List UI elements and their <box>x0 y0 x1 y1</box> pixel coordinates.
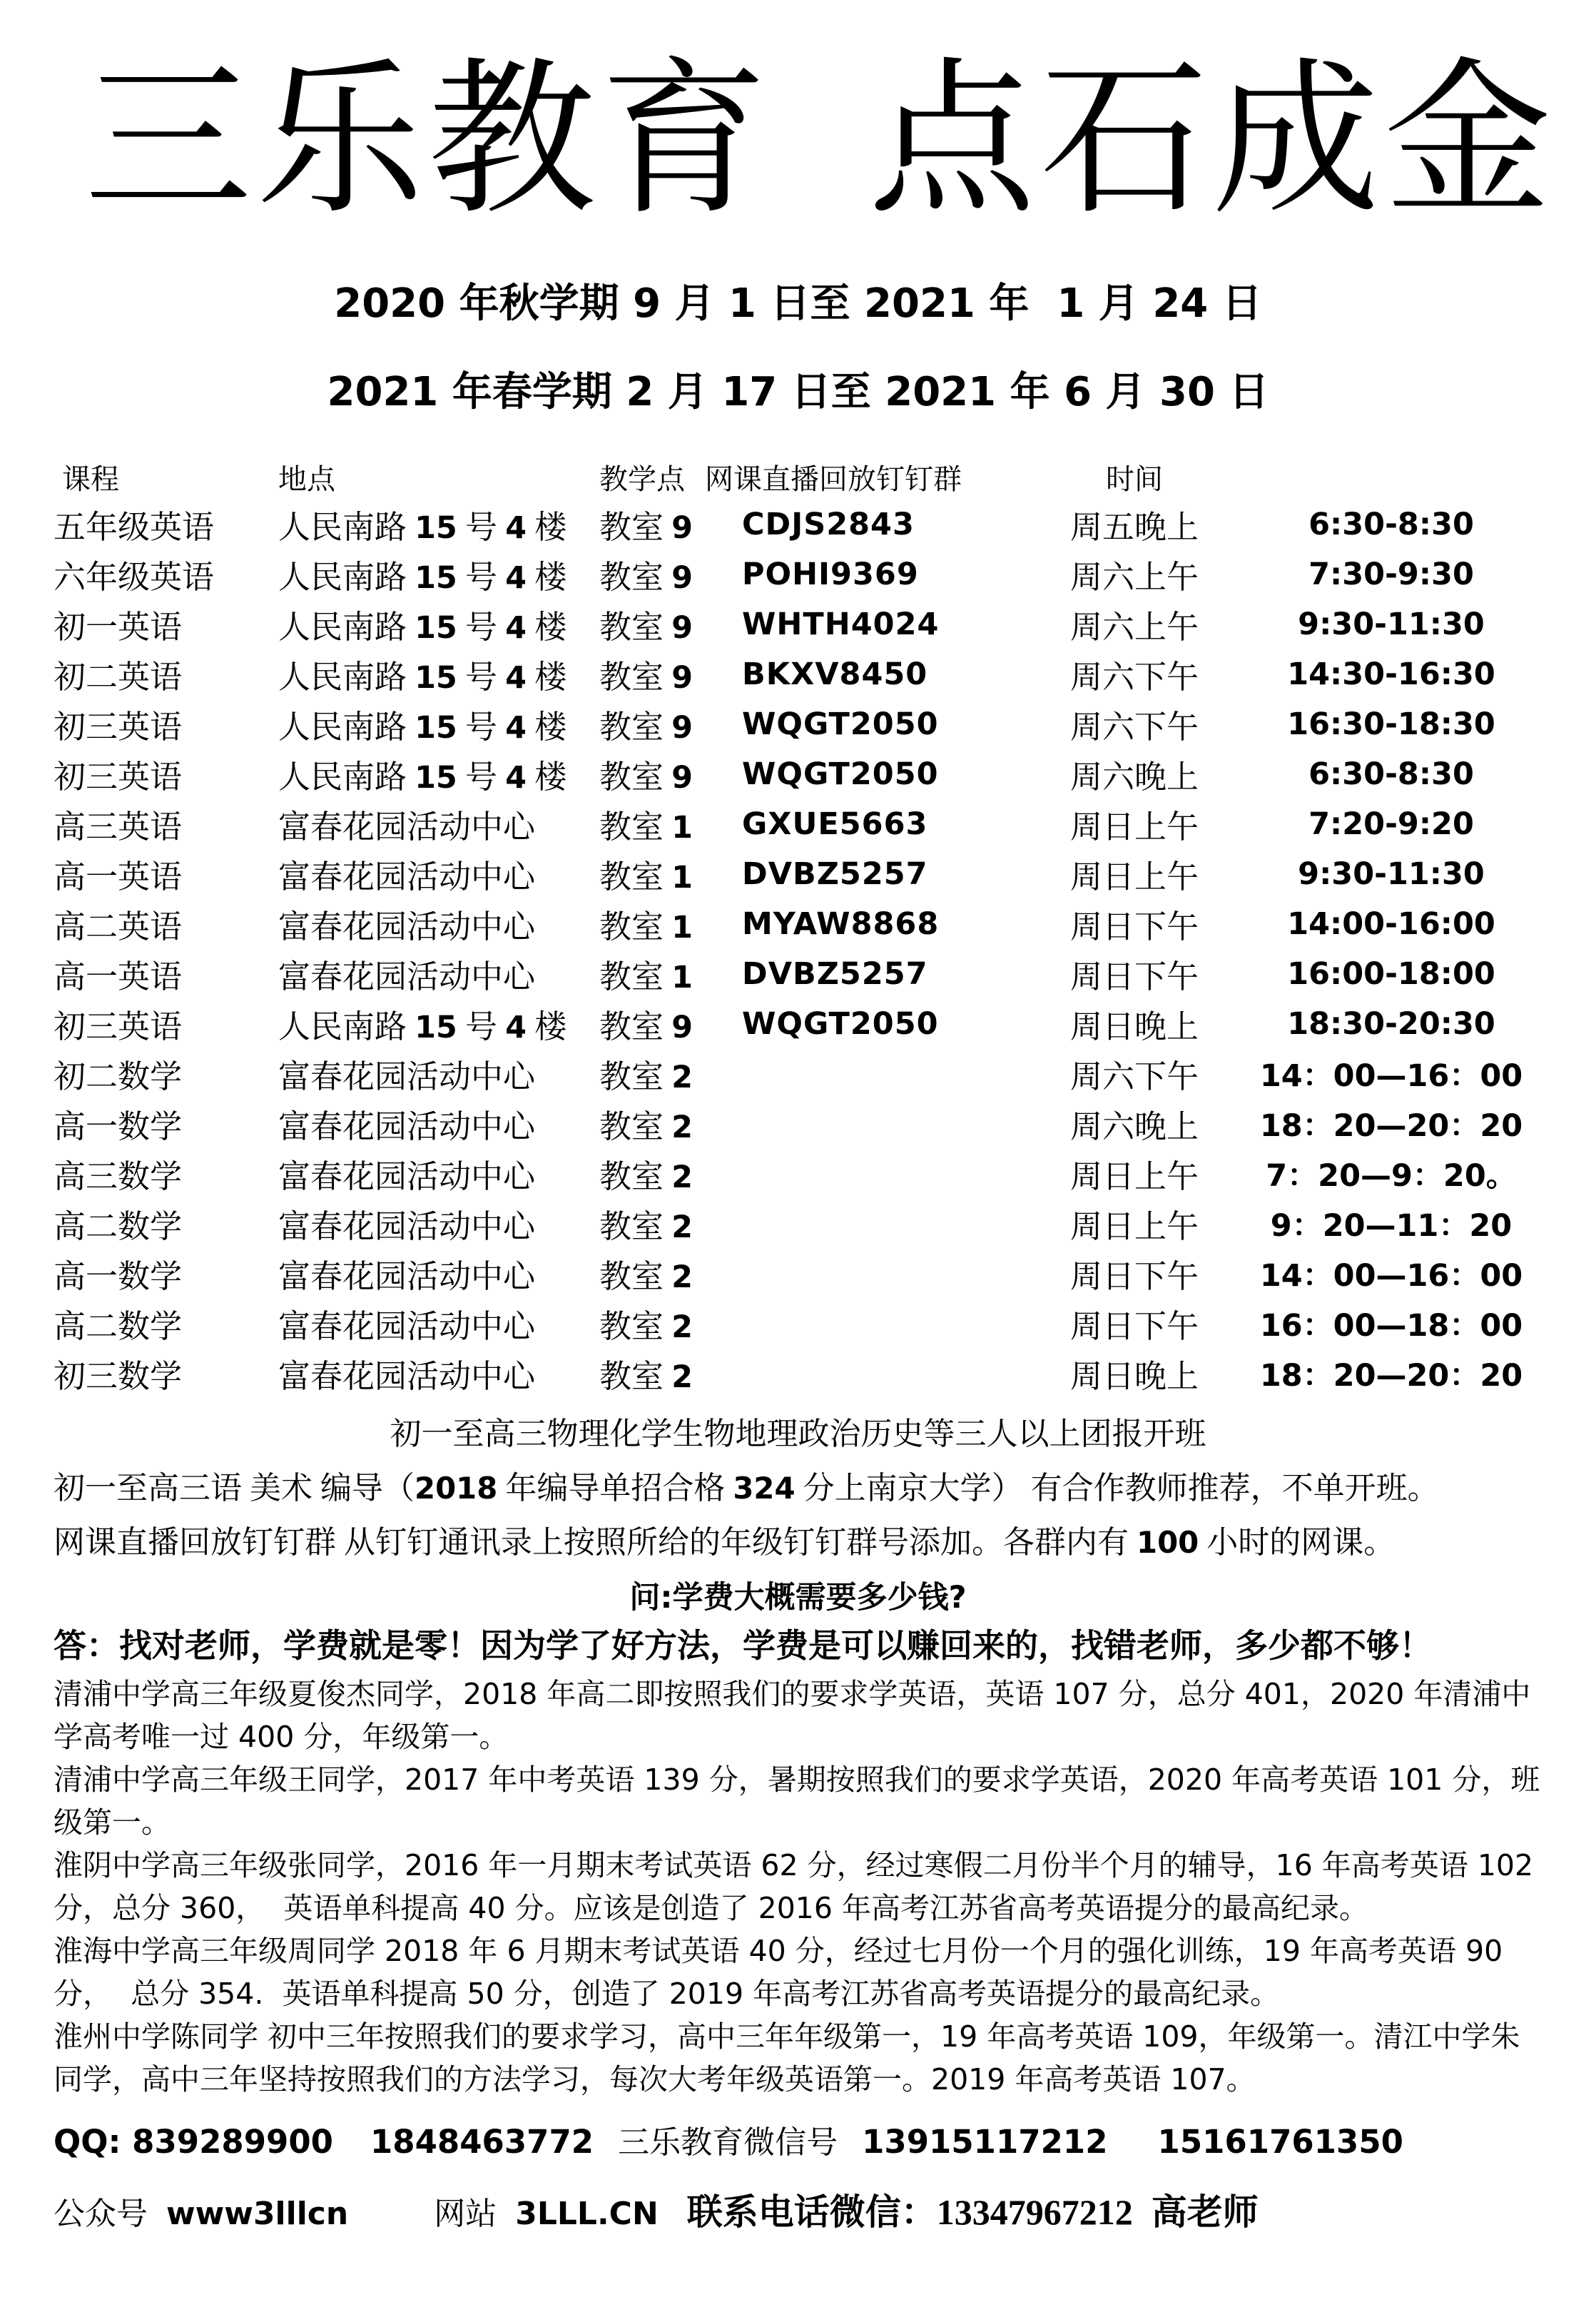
schedule-header-row <box>54 455 1596 500</box>
schedule-cell-group: CDJS2843 <box>742 506 915 542</box>
wechat-phone-1: 13915117212 <box>862 2122 1108 2161</box>
col-header-classroom: 教学点 <box>599 463 685 496</box>
schedule-cell-classroom: 教室 9 <box>599 659 693 696</box>
schedule-cell-group: BKXV8450 <box>742 656 928 692</box>
schedule-cell-time: 7:20-9:20 <box>1308 806 1474 842</box>
schedule-table <box>54 455 1596 1399</box>
schedule-cell-time: 7：20—9：20。 <box>1266 1158 1517 1195</box>
schedule-cell-day: 周六上午 <box>1069 609 1199 646</box>
schedule-cell-classroom: 教室 9 <box>599 1009 693 1046</box>
qq-contact-line <box>54 2116 1542 2162</box>
teacher-name: 高老师 <box>1151 2191 1259 2232</box>
semester-dates <box>0 260 1596 437</box>
schedule-cell-course: 初三英语 <box>54 1009 183 1045</box>
schedule-cell-group: WQGT2050 <box>742 756 939 792</box>
schedule-cell-course: 高三英语 <box>54 809 183 846</box>
schedule-cell-group: POHI9369 <box>742 556 919 592</box>
phone-wechat-contact: 联系电话微信：13347967212 <box>686 2191 1133 2232</box>
schedule-row <box>54 1049 1596 1099</box>
schedule-cell-location: 富春花园活动中心 <box>278 1109 536 1145</box>
schedule-cell-day: 周日下午 <box>1069 1259 1199 1295</box>
schedule-cell-location: 富春花园活动中心 <box>278 1359 536 1395</box>
schedule-cell-classroom: 教室 2 <box>599 1309 693 1346</box>
schedule-row <box>54 1149 1596 1199</box>
testimonial-paragraph: 淮海中学高三年级周同学 2018 年 6 月期末考试英语 40 分，经过七月份一个月的强化训练，19 年高考英语 90 分， 总分 354. 英语单科提高 50 分，创造了 2019 年高考江苏省高考英语提分的最高纪录。 <box>54 1933 1513 2011</box>
notes-section <box>54 1407 1542 1570</box>
schedule-cell-classroom: 教室 2 <box>599 1159 693 1196</box>
schedule-cell-location: 人民南路 15 号 4 楼 <box>278 1009 567 1046</box>
schedule-cell-group: DVBZ5257 <box>742 856 928 892</box>
schedule-cell-time: 7:30-9:30 <box>1308 556 1474 592</box>
testimonial-paragraph: 淮州中学陈同学 初中三年按照我们的要求学习，高中三年年级第一，19 年高考英语 109，年级第一。清江中学朱同学，高中三年坚持按照我们的方法学习，每次大考年级英语第一。2019 年高考英语 107。 <box>54 2019 1520 2096</box>
schedule-cell-group: WQGT2050 <box>742 1005 939 1042</box>
schedule-cell-course: 五年级英语 <box>54 509 215 546</box>
schedule-cell-location: 人民南路 15 号 4 楼 <box>278 659 567 696</box>
schedule-cell-course: 高二数学 <box>54 1309 183 1345</box>
schedule-cell-classroom: 教室 2 <box>599 1059 693 1096</box>
schedule-cell-classroom: 教室 1 <box>599 859 693 896</box>
schedule-cell-classroom: 教室 9 <box>599 759 693 796</box>
schedule-row <box>54 1349 1596 1399</box>
schedule-cell-location: 富春花园活动中心 <box>278 1309 536 1345</box>
schedule-cell-time: 14:00-16:00 <box>1287 906 1495 942</box>
schedule-cell-time: 14:30-16:30 <box>1287 656 1495 692</box>
public-account-label: 公众号 <box>54 2196 148 2231</box>
schedule-cell-course: 高三数学 <box>54 1159 183 1195</box>
note-art-classes: 初一至高三语 美术 编导（2018 年编导单招合格 324 分上南京大学） 有合作教师推荐，不单开班。 <box>54 1470 1439 1506</box>
schedule-cell-location: 富春花园活动中心 <box>278 1059 536 1095</box>
schedule-cell-classroom: 教室 2 <box>599 1209 693 1246</box>
schedule-cell-day: 周日上午 <box>1069 859 1199 896</box>
schedule-row <box>54 1199 1596 1249</box>
schedule-row <box>54 999 1596 1049</box>
schedule-cell-day: 周六下午 <box>1069 1059 1199 1095</box>
schedule-cell-location: 人民南路 15 号 4 楼 <box>278 709 567 746</box>
schedule-row <box>54 799 1596 849</box>
schedule-cell-time: 16:00-18:00 <box>1287 955 1495 992</box>
schedule-cell-day: 周日晚上 <box>1069 1359 1199 1395</box>
testimonial-paragraph: 淮阴中学高三年级张同学，2016 年一月期末考试英语 62 分，经过寒假二月份半个月的辅导，16 年高考英语 102 分，总分 360， 英语单科提高 40 分。应该是创造了 2016 年高考江苏省高考英语提分的最高纪录。 <box>54 1847 1543 1925</box>
schedule-cell-course: 初三英语 <box>54 709 183 746</box>
schedule-cell-day: 周六上午 <box>1069 559 1199 596</box>
wechat-account-label: 三乐教育微信号 <box>618 2124 838 2160</box>
flyer-page <box>0 37 1596 2297</box>
schedule-cell-classroom: 教室 2 <box>599 1109 693 1146</box>
tuition-question: 问:学费大概需要多少钱? <box>629 1579 967 1616</box>
schedule-cell-classroom: 教室 1 <box>599 909 693 946</box>
schedule-cell-classroom: 教室 2 <box>599 1359 693 1396</box>
schedule-row <box>54 849 1596 899</box>
schedule-row <box>54 949 1596 999</box>
schedule-cell-course: 六年级英语 <box>54 559 215 596</box>
note-group-classes: 初一至高三物理化学生物地理政治历史等三人以上团报开班 <box>390 1416 1206 1451</box>
schedule-cell-day: 周五晚上 <box>1069 509 1199 546</box>
schedule-cell-day: 周六下午 <box>1069 659 1199 696</box>
schedule-row <box>54 699 1596 749</box>
schedule-row <box>54 749 1596 799</box>
schedule-cell-course: 初一英语 <box>54 609 183 646</box>
schedule-cell-day: 周日上午 <box>1069 1209 1199 1245</box>
testimonial-paragraph: 清浦中学高三年级王同学，2017 年中考英语 139 分，暑期按照我们的要求学英语，2020 年高考英语 101 分，班级第一。 <box>54 1762 1540 1840</box>
col-header-group: 网课直播回放钉钉群 <box>705 463 962 496</box>
schedule-cell-location: 富春花园活动中心 <box>278 909 536 945</box>
schedule-cell-classroom: 教室 9 <box>599 609 693 646</box>
schedule-cell-location: 人民南路 15 号 4 楼 <box>278 609 567 646</box>
website-value: 3LLL.CN <box>515 2195 659 2232</box>
schedule-row <box>54 1249 1596 1299</box>
schedule-cell-classroom: 教室 2 <box>599 1259 693 1296</box>
schedule-cell-group: DVBZ5257 <box>742 955 928 992</box>
schedule-cell-location: 富春花园活动中心 <box>278 809 536 846</box>
schedule-cell-time: 6:30-8:30 <box>1308 756 1474 792</box>
schedule-cell-location: 富春花园活动中心 <box>278 959 536 995</box>
schedule-cell-time: 16:30-18:30 <box>1287 706 1495 742</box>
schedule-cell-time: 18：20—20：20 <box>1259 1108 1523 1145</box>
schedule-cell-time: 6:30-8:30 <box>1308 506 1474 542</box>
schedule-cell-day: 周六下午 <box>1069 709 1199 746</box>
schedule-cell-location: 富春花园活动中心 <box>278 1209 536 1245</box>
schedule-cell-day: 周六晚上 <box>1069 1109 1199 1145</box>
schedule-cell-group: WQGT2050 <box>742 706 939 742</box>
schedule-cell-location: 人民南路 15 号 4 楼 <box>278 759 567 796</box>
semester-line-spring: 2021 年春学期 2 月 17 日至 2021 年 6 月 30 日 <box>327 368 1269 415</box>
note-online-group: 网课直播回放钉钉群 从钉钉通讯录上按照所给的年级钉钉群号添加。各群内有 100 小时的网课。 <box>54 1524 1396 1560</box>
schedule-cell-classroom: 教室 1 <box>599 959 693 996</box>
schedule-cell-time: 9:30-11:30 <box>1298 606 1485 642</box>
schedule-cell-course: 初三英语 <box>54 759 183 796</box>
schedule-cell-classroom: 教室 9 <box>599 709 693 746</box>
schedule-cell-classroom: 教室 1 <box>599 809 693 846</box>
schedule-cell-location: 富春花园活动中心 <box>278 859 536 896</box>
schedule-cell-day: 周日上午 <box>1069 1159 1199 1195</box>
schedule-row <box>54 649 1596 699</box>
schedule-row <box>54 500 1596 549</box>
schedule-cell-course: 高一英语 <box>54 959 183 995</box>
website-label: 网站 <box>434 2196 497 2231</box>
schedule-row <box>54 899 1596 949</box>
schedule-cell-day: 周日上午 <box>1069 809 1199 846</box>
col-header-location: 地点 <box>278 463 335 496</box>
schedule-cell-group: GXUE5663 <box>742 806 928 842</box>
schedule-cell-location: 富春花园活动中心 <box>278 1259 536 1295</box>
schedule-cell-course: 高一数学 <box>54 1259 183 1295</box>
testimonials-section <box>54 1673 1546 2101</box>
schedule-cell-time: 18:30-20:30 <box>1287 1005 1495 1042</box>
schedule-row <box>54 1299 1596 1349</box>
schedule-cell-course: 高一英语 <box>54 859 183 896</box>
schedule-cell-location: 人民南路 15 号 4 楼 <box>278 509 567 547</box>
schedule-cell-time: 9:30-11:30 <box>1298 856 1485 892</box>
testimonial-paragraph: 清浦中学高三年级夏俊杰同学，2018 年高二即按照我们的要求学英语，英语 107 分，总分 401，2020 年清浦中学高考唯一过 400 分，年级第一。 <box>54 1676 1531 1754</box>
schedule-cell-time: 14：00—16：00 <box>1259 1258 1523 1294</box>
schedule-cell-day: 周日下午 <box>1069 1309 1199 1345</box>
schedule-cell-location: 富春花园活动中心 <box>278 1159 536 1195</box>
schedule-row <box>54 599 1596 649</box>
footer-contact-line <box>54 2184 1542 2235</box>
schedule-cell-time: 9：20—11：20 <box>1270 1208 1513 1244</box>
schedule-cell-time: 14：00—16：00 <box>1259 1058 1523 1095</box>
schedule-cell-course: 高一数学 <box>54 1109 183 1145</box>
schedule-cell-classroom: 教室 9 <box>599 509 693 547</box>
schedule-cell-group: WHTH4024 <box>742 606 940 642</box>
schedule-cell-course: 初三数学 <box>54 1359 183 1395</box>
schedule-cell-course: 高二英语 <box>54 909 183 945</box>
schedule-row <box>54 1099 1596 1149</box>
tuition-answer: 答：找对老师，学费就是零！因为学了好方法，学费是可以赚回来的，找错老师，多少都不够！ <box>54 1626 1432 1665</box>
schedule-cell-classroom: 教室 9 <box>599 559 693 597</box>
semester-line-autumn: 2020 年秋学期 9 月 1 日至 2021 年 1 月 24 日 <box>334 280 1262 327</box>
col-header-course: 课程 <box>62 463 119 496</box>
schedule-cell-time: 16：00—18：00 <box>1259 1308 1523 1344</box>
qq-number-2: 1848463772 <box>370 2122 594 2161</box>
schedule-cell-time: 18：20—20：20 <box>1259 1358 1523 1394</box>
schedule-rows <box>54 500 1596 1399</box>
qq-numbers: QQ: 839289900 <box>54 2122 333 2161</box>
schedule-cell-day: 周日晚上 <box>1069 1009 1199 1045</box>
page-title: 三乐教育 点石成金 <box>84 49 1556 234</box>
col-header-time: 时间 <box>1106 463 1163 496</box>
schedule-cell-course: 高二数学 <box>54 1209 183 1245</box>
schedule-cell-day: 周六晚上 <box>1069 759 1199 796</box>
schedule-row <box>54 549 1596 599</box>
public-account-value: www3lllcn <box>166 2195 349 2232</box>
schedule-cell-course: 初二数学 <box>54 1059 183 1095</box>
schedule-cell-location: 人民南路 15 号 4 楼 <box>278 559 567 597</box>
schedule-cell-day: 周日下午 <box>1069 909 1199 945</box>
schedule-cell-course: 初二英语 <box>54 659 183 696</box>
wechat-phone-2: 15161761350 <box>1157 2122 1403 2161</box>
schedule-cell-group: MYAW8868 <box>742 906 940 942</box>
schedule-cell-day: 周日下午 <box>1069 959 1199 995</box>
